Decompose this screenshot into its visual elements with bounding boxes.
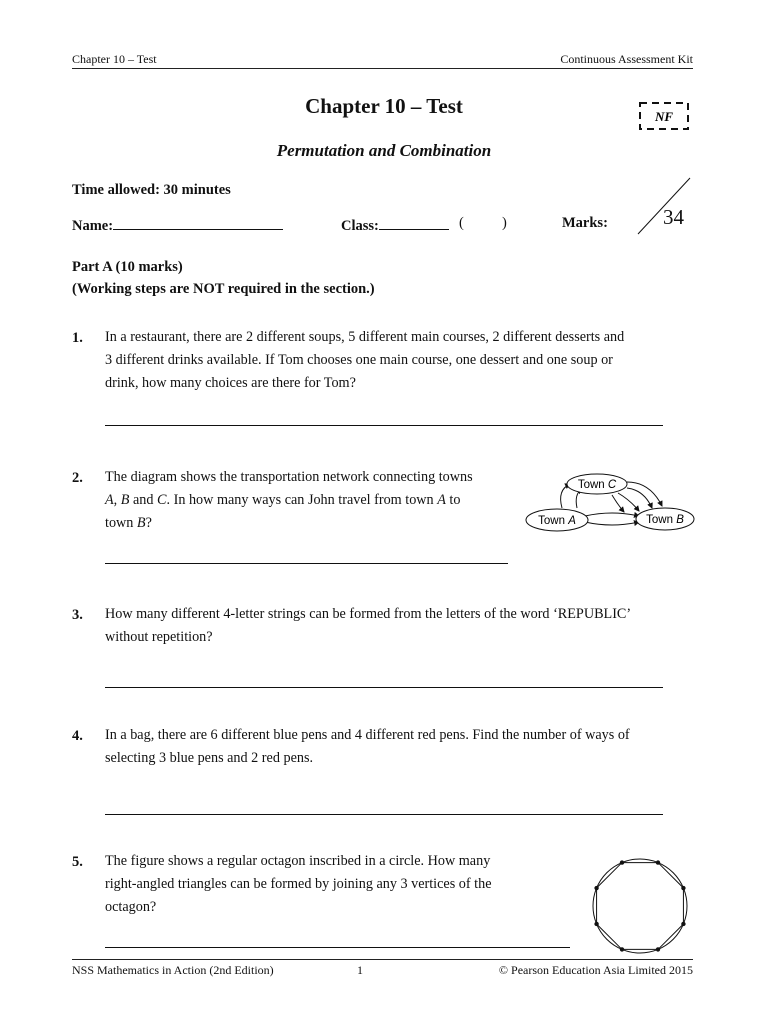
octagon-vertex	[656, 947, 660, 951]
running-header-left: Chapter 10 – Test	[72, 52, 157, 66]
octagon-vertex	[681, 922, 685, 926]
question-1-number: 1.	[72, 330, 83, 346]
question-5-line: octagon?	[105, 899, 157, 915]
footer-right: © Pearson Education Asia Limited 2015	[498, 963, 693, 977]
question-4-text	[105, 724, 630, 770]
question-2-line: A, B and C. In how many ways can John travel from town A to	[105, 492, 461, 508]
header-rule	[72, 68, 693, 69]
question-3-line: How many different 4-letter strings can be formed from the letters of the word ‘REPUBLIC’	[105, 606, 632, 622]
answer-line-5[interactable]	[105, 947, 570, 948]
route-a-b	[585, 513, 639, 516]
octagon-vertex	[594, 922, 598, 926]
town-a-label: Town A	[538, 515, 576, 527]
question-2-line: town B?	[105, 515, 152, 531]
question-3-text	[105, 603, 631, 649]
circumscribed-circle	[593, 859, 687, 953]
class-number-open: (	[459, 215, 464, 231]
octagon-vertex	[681, 886, 685, 890]
question-1-line: 3 different drinks available. If Tom chooses one main course, one dessert and one soup or	[105, 352, 613, 368]
class-blank[interactable]	[379, 215, 449, 230]
name-label: Name:	[72, 218, 114, 234]
octagon-vertex	[620, 860, 624, 864]
town-network-diagram	[522, 468, 697, 538]
town-b-label: Town B	[646, 514, 684, 526]
answer-line-1[interactable]	[105, 425, 663, 426]
nf-badge	[639, 102, 689, 130]
question-2-line: The diagram shows the transportation network connecting towns	[105, 469, 473, 485]
regular-octagon	[597, 863, 684, 950]
part-a-title: Part A (10 marks)	[72, 259, 183, 275]
octagon-in-circle-figure	[590, 856, 690, 956]
question-2-text	[105, 466, 473, 535]
class-number-close: )	[502, 215, 507, 231]
question-4-line: selecting 3 blue pens and 2 red pens.	[105, 750, 314, 766]
answer-line-3[interactable]	[105, 687, 663, 688]
route-c-b	[627, 488, 652, 508]
question-5-text	[105, 850, 492, 919]
question-1-line: In a restaurant, there are 2 different soups, 5 different main courses, 2 different desserts and	[105, 329, 625, 345]
page-subtitle: Permutation and Combination	[276, 141, 492, 160]
footer-left: NSS Mathematics in Action (2nd Edition)	[72, 963, 274, 977]
question-4-line: In a bag, there are 6 different blue pens and 4 different red pens. Find the number of ways of	[105, 727, 630, 743]
question-1-text	[105, 326, 624, 395]
marks-label: Marks:	[562, 215, 608, 231]
octagon-vertex	[656, 860, 660, 864]
octagon-vertex	[620, 947, 624, 951]
route-c-b	[627, 482, 662, 506]
class-row	[341, 215, 449, 235]
octagon-vertex	[594, 886, 598, 890]
marks-total: 34	[663, 205, 684, 229]
running-header-right: Continuous Assessment Kit	[560, 52, 693, 66]
town-c-label: Town C	[577, 479, 617, 491]
question-3-line: without repetition?	[105, 629, 213, 645]
page-number: 1	[357, 963, 363, 977]
question-5-line: right-angled triangles can be formed by joining any 3 vertices of the	[105, 876, 492, 892]
page-title: Chapter 10 – Test	[305, 94, 463, 118]
footer-rule	[72, 959, 693, 960]
answer-line-4[interactable]	[105, 814, 663, 815]
name-blank[interactable]	[113, 215, 283, 230]
question-5-number: 5.	[72, 854, 83, 870]
name-row	[72, 215, 283, 235]
answer-line-2[interactable]	[105, 563, 508, 564]
time-allowed: Time allowed: 30 minutes	[72, 182, 231, 198]
route-a-b	[585, 522, 639, 525]
question-5-line: The figure shows a regular octagon inscribed in a circle. How many	[105, 853, 491, 869]
question-2-number: 2.	[72, 470, 83, 486]
route-c-b	[612, 495, 624, 512]
question-1-line: drink, how many choices are there for Tom?	[105, 375, 356, 391]
class-label: Class:	[341, 218, 379, 234]
part-a-note: (Working steps are NOT required in the section.)	[72, 281, 375, 297]
question-4-number: 4.	[72, 728, 83, 744]
question-3-number: 3.	[72, 607, 83, 623]
nf-badge-label: NF	[654, 109, 674, 124]
